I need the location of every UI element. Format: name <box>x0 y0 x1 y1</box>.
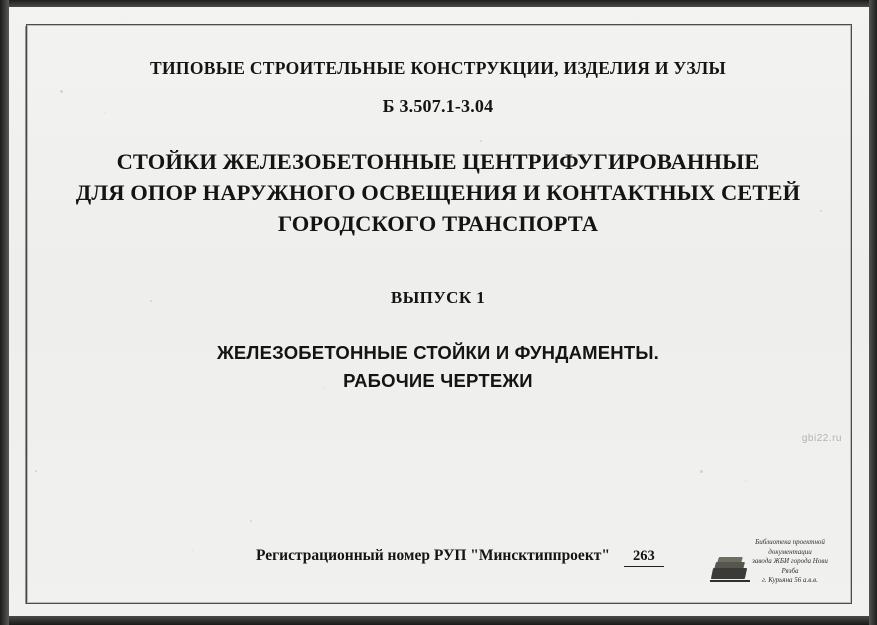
registration-number: 263 <box>624 548 664 567</box>
page-title-line-1: СТОЙКИ ЖЕЛЕЗОБЕТОННЫЕ ЦЕНТРИФУГИРОВАННЫЕ <box>116 149 760 174</box>
book-stack-icon <box>710 556 750 584</box>
series-code: Б 3.507.1-3.04 <box>382 96 494 116</box>
library-stamp-line-2: завода ЖБИ города Нови Рязба <box>752 557 828 575</box>
issue-number: ВЫПУСК 1 <box>390 288 486 307</box>
library-stamp-text <box>744 538 836 586</box>
scan-edge-right <box>869 0 877 625</box>
page-title-line-2: ДЛЯ ОПОР НАРУЖНОГО ОСВЕЩЕНИЯ И КОНТАКТНЫХ СЕТЕЙ <box>75 180 801 205</box>
title-page-content <box>26 24 850 602</box>
registration-line <box>256 547 664 567</box>
scan-edge-left <box>0 0 9 625</box>
scan-edge-top <box>0 0 877 7</box>
page-title <box>26 146 850 239</box>
library-stamp-line-3: г. Курьяна 56 а.в.в. <box>762 576 818 584</box>
page-subtitle-line-2: РАБОЧИЕ ЧЕРТЕЖИ <box>343 370 533 391</box>
watermark: gbi22.ru <box>801 433 842 444</box>
page-title-line-3: ГОРОДСКОГО ТРАНСПОРТА <box>277 211 599 236</box>
library-stamp <box>708 536 836 588</box>
registration-label: Регистрационный номер РУП "Минсктиппроект" <box>256 547 610 564</box>
page-subtitle <box>26 339 850 395</box>
scan-edge-bottom <box>0 616 877 625</box>
library-stamp-line-1: Библиотека проектной документации <box>755 538 825 556</box>
page-subtitle-line-1: ЖЕЛЕЗОБЕТОННЫЕ СТОЙКИ И ФУНДАМЕНТЫ. <box>216 342 660 363</box>
series-title: ТИПОВЫЕ СТРОИТЕЛЬНЫЕ КОНСТРУКЦИИ, ИЗДЕЛИЯ И УЗЛЫ <box>150 58 726 78</box>
